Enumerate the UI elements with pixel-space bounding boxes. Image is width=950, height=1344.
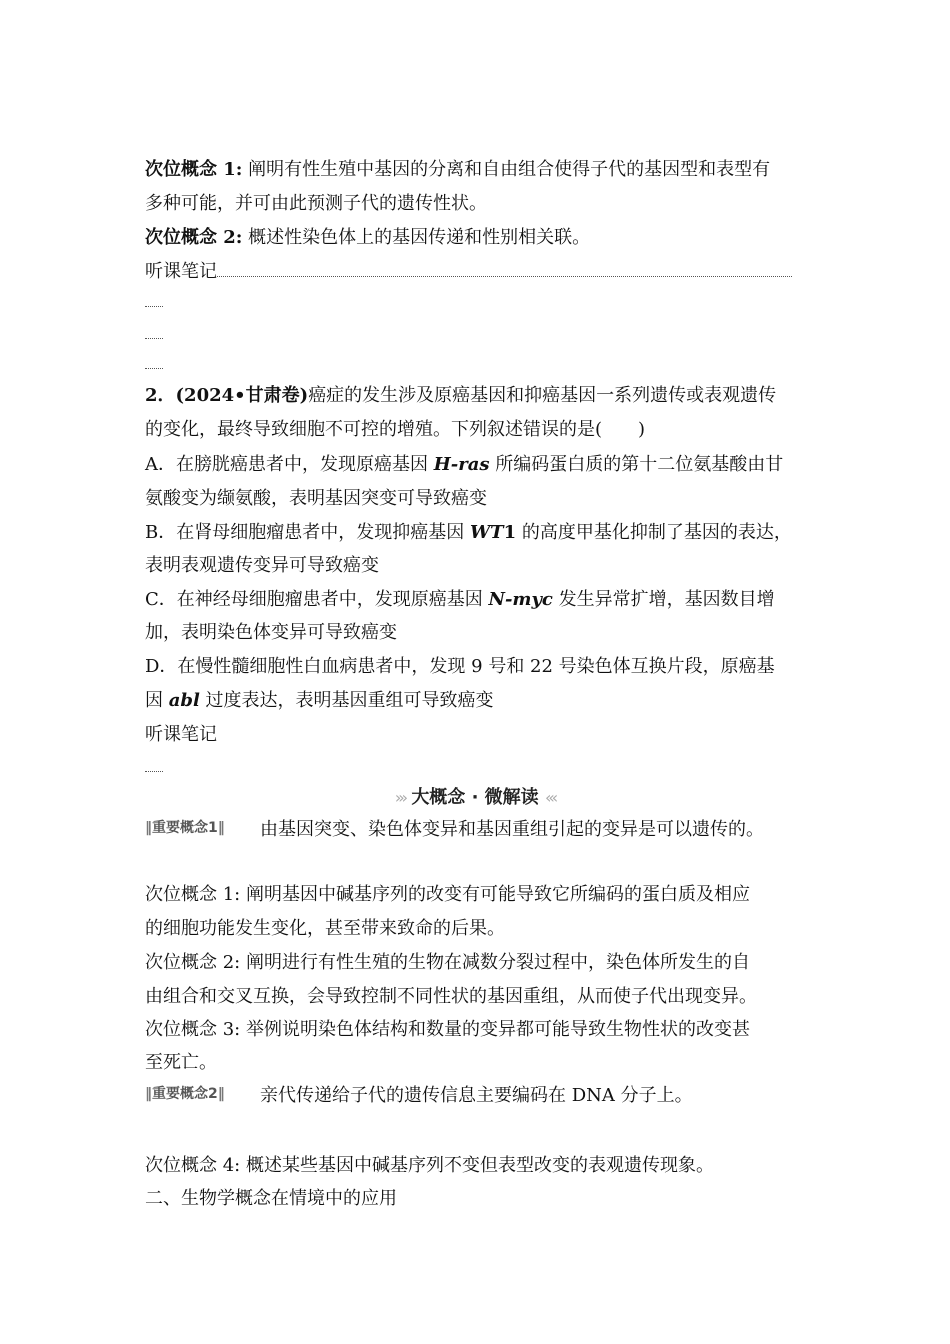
concept-text: 概述性染色体上的基因传递和性别相关联。 <box>242 227 591 248</box>
gene-name: WT <box>469 522 504 543</box>
double-bar-icon: ‖ <box>145 1086 152 1102</box>
double-bar-icon: ‖ <box>145 820 152 836</box>
chevron-left-icon: ‹‹‹ <box>544 788 556 807</box>
notes-label: 听课笔记 <box>145 724 217 745</box>
notes-rule-short[interactable] <box>145 338 163 339</box>
concept-label: 次位概念 2: <box>145 952 241 973</box>
sub-concept-2: 次位概念 2: 阐明进行有性生殖的生物在减数分裂过程中，染色体所发生的自 <box>145 952 750 973</box>
notes-rule[interactable] <box>217 264 792 277</box>
chevron-right-icon: ››› <box>394 788 406 807</box>
concept-label: 次位概念 2: <box>145 227 243 248</box>
concept-statement: 亲代传递给子代的遗传信息主要编码在 DNA 分子上。 <box>260 1085 693 1106</box>
sub-concept-4: 次位概念 4: 概述某些基因中碱基序列不变但表型改变的表观遗传现象。 <box>145 1155 714 1176</box>
option-a-line-2: 氨酸变为缬氨酸，表明基因突变可导致癌变 <box>145 488 487 509</box>
double-bar-icon: ‖ <box>217 820 225 836</box>
dot-separator: • <box>234 385 246 406</box>
concept-label: 次位概念 1: <box>145 159 243 180</box>
section-banner <box>0 786 950 810</box>
sub-concept-1-line-2: 的细胞功能发生变化，甚至带来致命的后果。 <box>145 918 505 939</box>
notes-label: 听课笔记 <box>145 261 217 282</box>
concept-label: 次位概念 4: <box>145 1155 241 1176</box>
concept-line-1 <box>145 158 770 182</box>
question-stem-line-1: 2．(2024•甘肃卷)癌症的发生涉及原癌基因和抑癌基因一系列遗传或表观遗传 <box>145 385 777 406</box>
notes-line <box>145 260 792 284</box>
question-stem-line-2: 的变化，最终导致细胞不可控的增殖。下列叙述错误的是( ) <box>145 419 646 440</box>
gene-name: H-ras <box>433 454 490 475</box>
concept-statement: 由基因突变、染色体变异和基因重组引起的变异是可以遗传的。 <box>260 819 764 840</box>
concept-line-3 <box>145 226 590 250</box>
notes-rule-short[interactable] <box>145 368 163 369</box>
sub-concept-1: 次位概念 1: 阐明基因中碱基序列的改变有可能导致它所编码的蛋白质及相应 <box>145 884 750 905</box>
banner-title: 大概念 · 微解读 <box>411 787 539 808</box>
double-bar-icon: ‖ <box>217 1086 225 1102</box>
option-d-line-2: 因 abl 过度表达，表明基因重组可导致癌变 <box>145 690 494 711</box>
concept-tag: ‖重要概念1‖ <box>145 820 225 836</box>
sub-concept-3: 次位概念 3: 举例说明染色体结构和数量的变异都可能导致生物性状的改变甚 <box>145 1019 750 1040</box>
sub-concept-3-line-2: 至死亡。 <box>145 1052 217 1073</box>
section-heading: 二、生物学概念在情境中的应用 <box>145 1188 397 1209</box>
concept-label: 次位概念 1: <box>145 884 241 905</box>
question-number: 2．(2024 <box>145 385 235 406</box>
concept-tag: ‖重要概念2‖ <box>145 1086 225 1102</box>
notes-rule-short[interactable] <box>145 306 163 307</box>
option-b[interactable]: B．在肾母细胞瘤患者中，发现抑癌基因 WT1 的高度甲基化抑制了基因的表达， <box>145 522 792 543</box>
option-d[interactable]: D．在慢性髓细胞性白血病患者中，发现 9 号和 22 号染色体互换片段，原癌基 <box>145 656 775 677</box>
concept-text: 阐明有性生殖中基因的分离和自由组合使得子代的基因型和表型有 <box>242 159 771 180</box>
concept-label: 次位概念 3: <box>145 1019 241 1040</box>
option-c[interactable]: C．在神经母细胞瘤患者中，发现原癌基因 N-myc 发生异常扩增，基因数目增 <box>145 589 775 610</box>
sub-concept-2-line-2: 由组合和交叉互换，会导致控制不同性状的基因重组，从而使子代出现变异。 <box>145 986 757 1007</box>
option-a[interactable]: A．在膀胱癌患者中，发现原癌基因 H-ras 所编码蛋白质的第十二位氨基酸由甘 <box>145 454 784 475</box>
notes-rule-short[interactable] <box>145 771 163 772</box>
gene-name: N-myc <box>488 589 553 610</box>
gene-name: abl <box>168 690 200 711</box>
question-source: 甘肃卷 <box>245 385 300 406</box>
option-b-line-2: 表明表观遗传变异可导致癌变 <box>145 555 379 576</box>
concept-line-2: 多种可能，并可由此预测子代的遗传性状。 <box>145 193 487 214</box>
option-c-line-2: 加，表明染色体变异可导致癌变 <box>145 622 397 643</box>
